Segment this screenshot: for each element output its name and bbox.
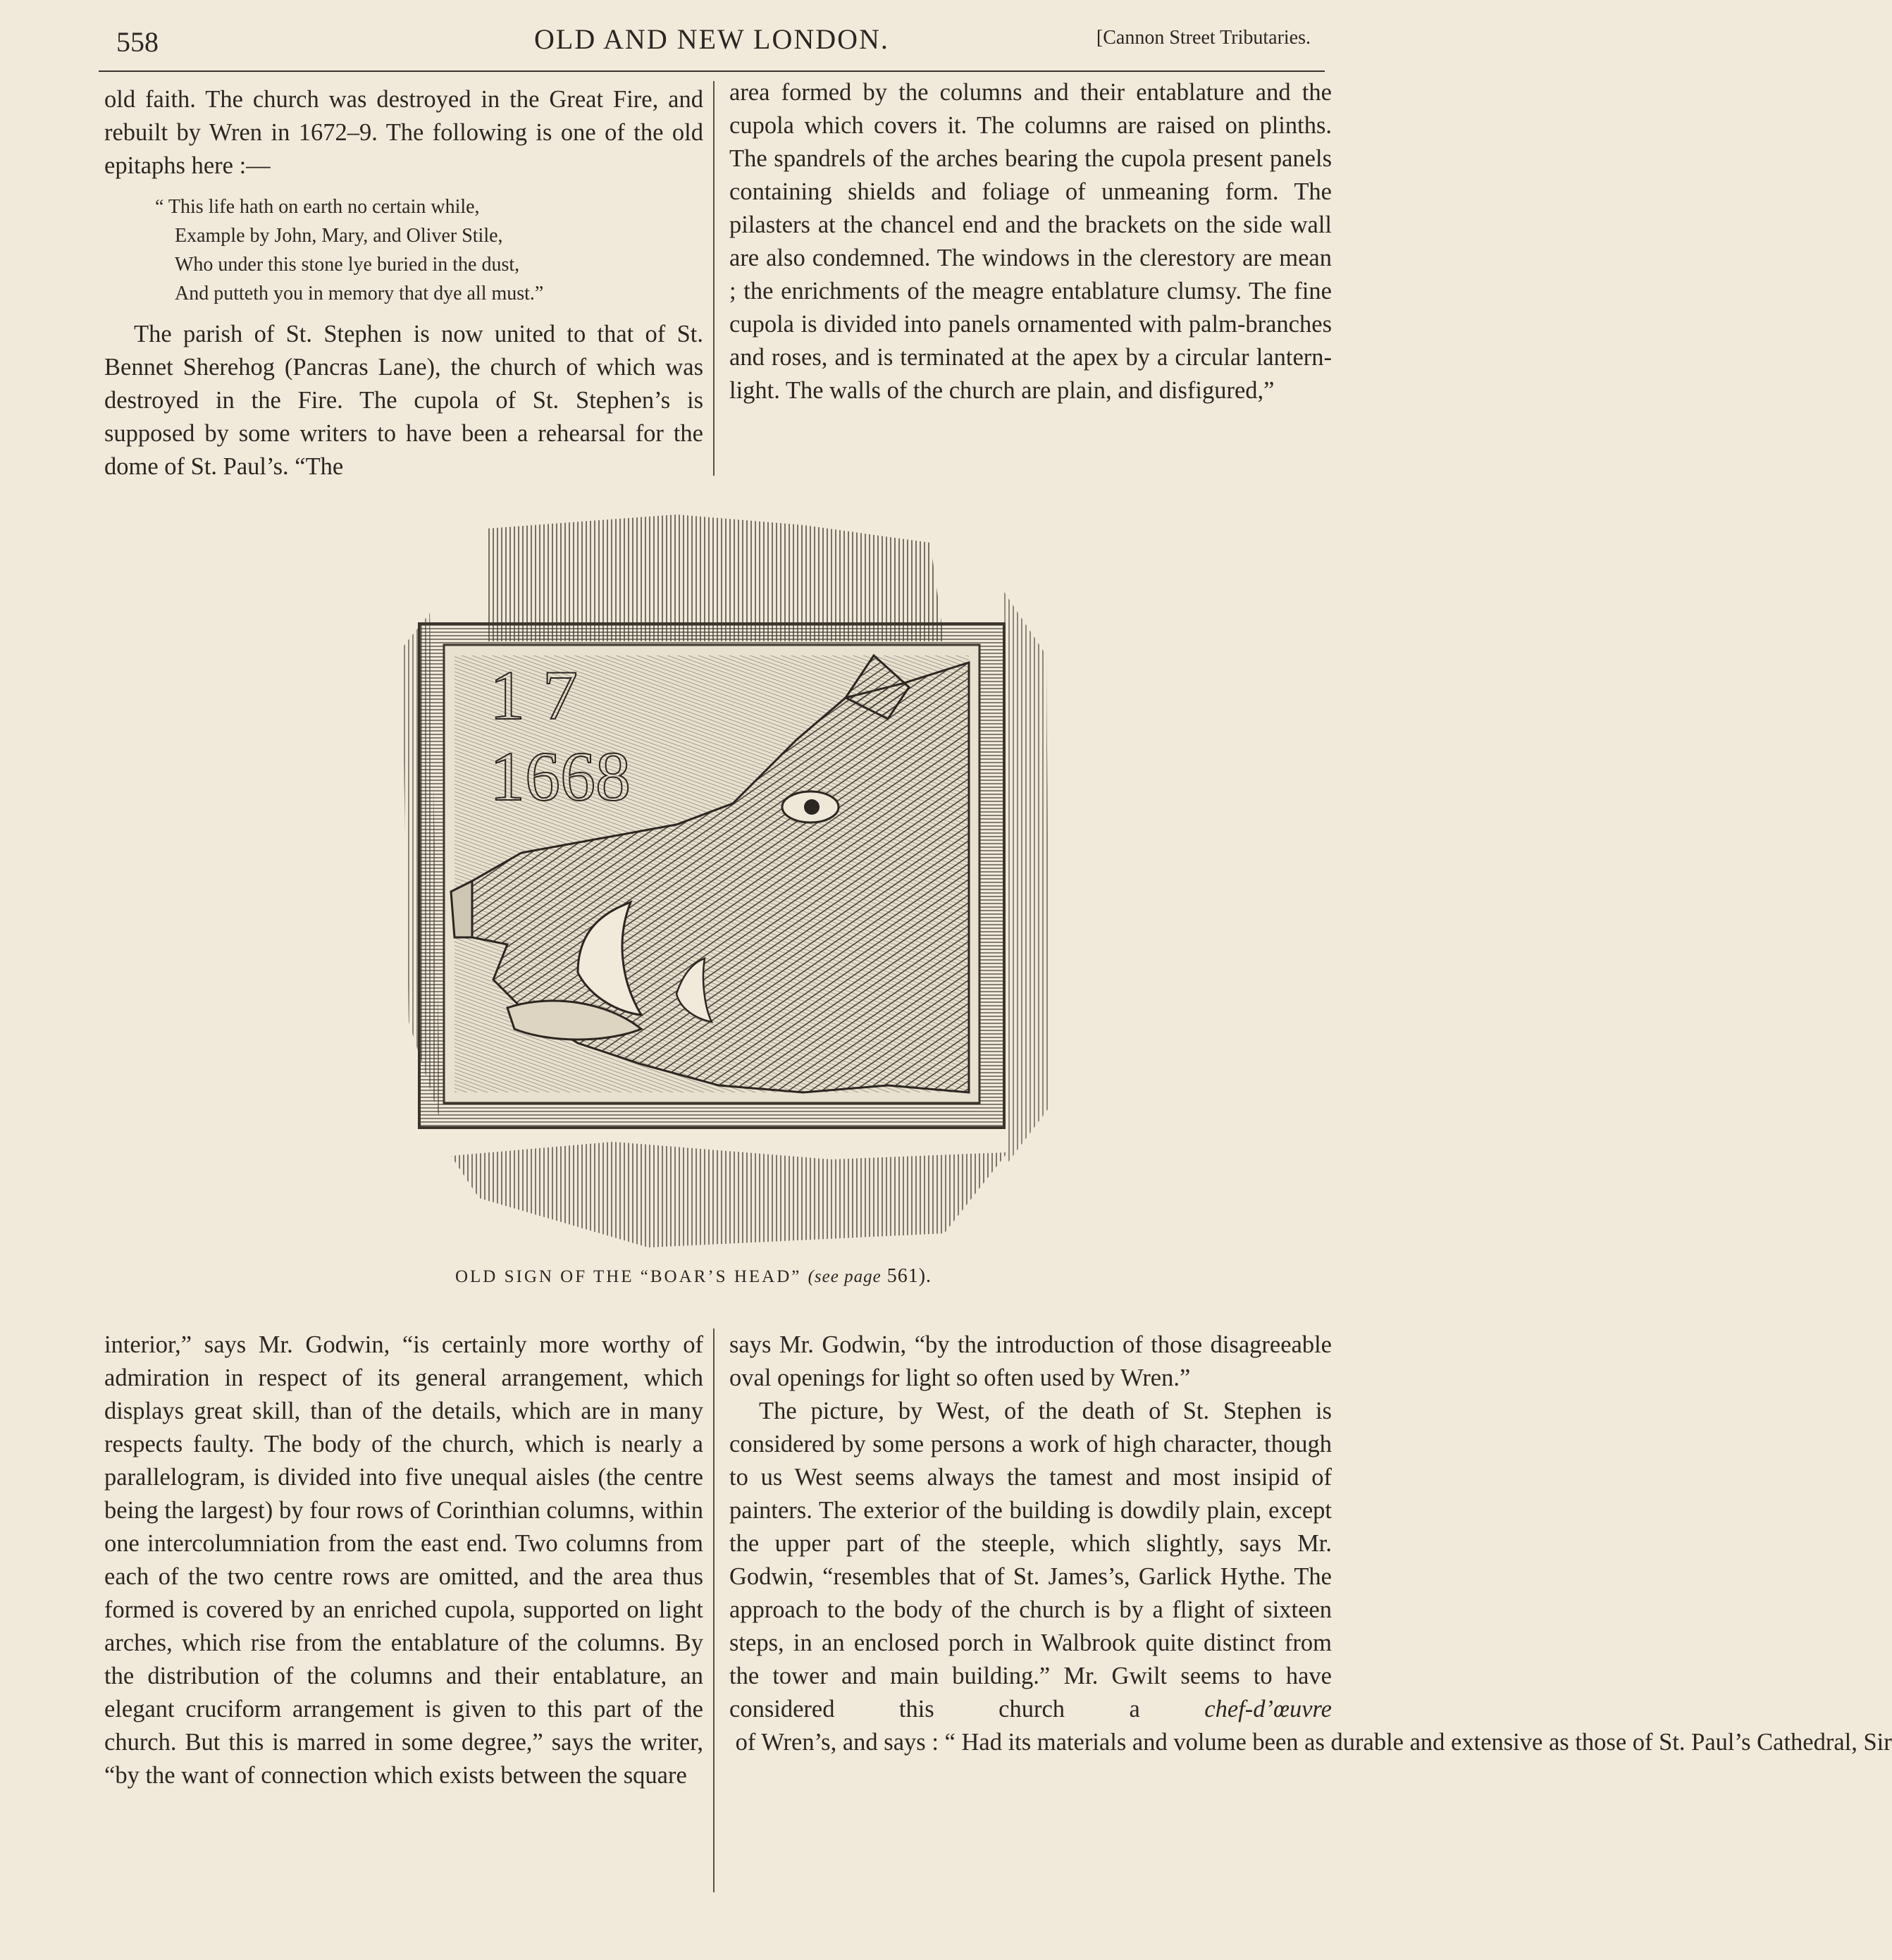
paragraph-text-end: of Wren’s, and says : “ Had its materials and volume been as durable and extensive as those of St. Paul’s Cathedral, Sir xyxy=(729,1729,1892,1756)
italic-term: chef-d’œuvre xyxy=(1204,1696,1332,1722)
paragraph-text: The picture, by West, of the death of St. Stephen is considered by some persons a work of high character, though to us West seems always the tamest and most insipid of painters. The exterior of the building is dowdily plain, except the upper part of the steeple, which slightly, says Mr. Godwin, “resembles that of St. James’s, Garlick Hythe. The approach to the body of the church is by a flight of sixteen steps, in an enclosed porch in Walbrook quite distinct from the tower and main building.” Mr. Gwilt seems to have considered this church a xyxy=(729,1398,1332,1722)
caption-page: 561). xyxy=(881,1265,932,1287)
boar-snout xyxy=(451,881,472,937)
paragraph: interior,” says Mr. Godwin, “is certainly more worthy of admiration in respect of its general arrangement, which displays great skill, than of the details, which are in many respects faulty. The body of the church, which is nearly a parallelogram, is divided into five unequal aisles (the centre being the largest) by four rows of Corinthian columns, within one intercolumniation from the east end. Two columns from each of the two centre rows are omitted, and the area thus formed is covered by an enriched cupola, supported on light arches, which rise from the entablature of the columns. By the distribution of the columns and their entablature, an elegant cruciform arrangement is given to this part of the church. But this is marred in some degree,” says the writer, “by the want of connection which exists between the square xyxy=(104,1331,703,1789)
wall-hatching-bottom xyxy=(451,1142,1008,1247)
section-title: [Cannon Street Tributaries. xyxy=(1096,27,1311,49)
sign-year: 1668 xyxy=(490,737,631,815)
paragraph: area formed by the columns and their entablature and the cupola which covers it. The columns are raised on plinths. The spandrels of the arches bearing the cupola present panels containing shields and foliage of unmeaning form. The pilasters at the chancel end and the brackets on the side wall are also condemned. The windows in the clerestory are mean ; the enrichments of the meagre entablature clumsy. The fine cupola is divided into panels ornamented with palm-branches and roses, and is terminated at the apex by a circular lantern-light. The walls of the church are plain, and disfigured,” xyxy=(729,79,1332,404)
epitaph-verse xyxy=(104,192,703,308)
paragraph: old faith. The church was destroyed in the Great Fire, and rebuilt by Wren in 1672–9. The following is one of the old epitaphs here :— xyxy=(104,86,703,179)
column-top-left xyxy=(104,83,703,483)
caption-see: (see page xyxy=(808,1267,882,1286)
running-title: OLD AND NEW LONDON. xyxy=(534,23,889,55)
verse-line: “ This life hath on earth no certain while, xyxy=(155,196,480,218)
sign-numerals-top: 1 7 xyxy=(490,656,578,734)
column-bottom-right xyxy=(729,1329,1892,1759)
verse-line: Example by John, Mary, and Oliver Stile, xyxy=(175,225,503,247)
page-header xyxy=(99,21,1325,72)
boar-head-sign-engraving xyxy=(310,486,1127,1255)
paragraph xyxy=(729,1395,1892,1759)
boar-pupil xyxy=(804,799,820,815)
column-divider xyxy=(713,1329,715,1892)
page-number: 558 xyxy=(116,26,159,58)
column-divider xyxy=(713,81,715,476)
wall-hatching-right xyxy=(1004,592,1050,1163)
paragraph: says Mr. Godwin, “by the introduction of those disagreeable oval openings for light so often used by Wren.” xyxy=(729,1331,1332,1391)
verse-line: Who under this stone lye buried in the dust, xyxy=(175,254,520,276)
verse-line: And putteth you in memory that dye all must.” xyxy=(175,283,544,304)
column-bottom-left xyxy=(104,1329,703,1792)
figure-caption xyxy=(0,1265,1387,1288)
column-top-right xyxy=(729,76,1332,407)
paragraph: The parish of St. Stephen is now united to that of St. Bennet Sherehog (Pancras Lane), the church of which was destroyed in the Fire. The cupola of St. Stephen’s is supposed by some writers to have been a rehearsal for the dome of St. Paul’s. “The xyxy=(104,321,703,480)
caption-title: OLD SIGN OF THE “BOAR’S HEAD” xyxy=(455,1267,802,1286)
